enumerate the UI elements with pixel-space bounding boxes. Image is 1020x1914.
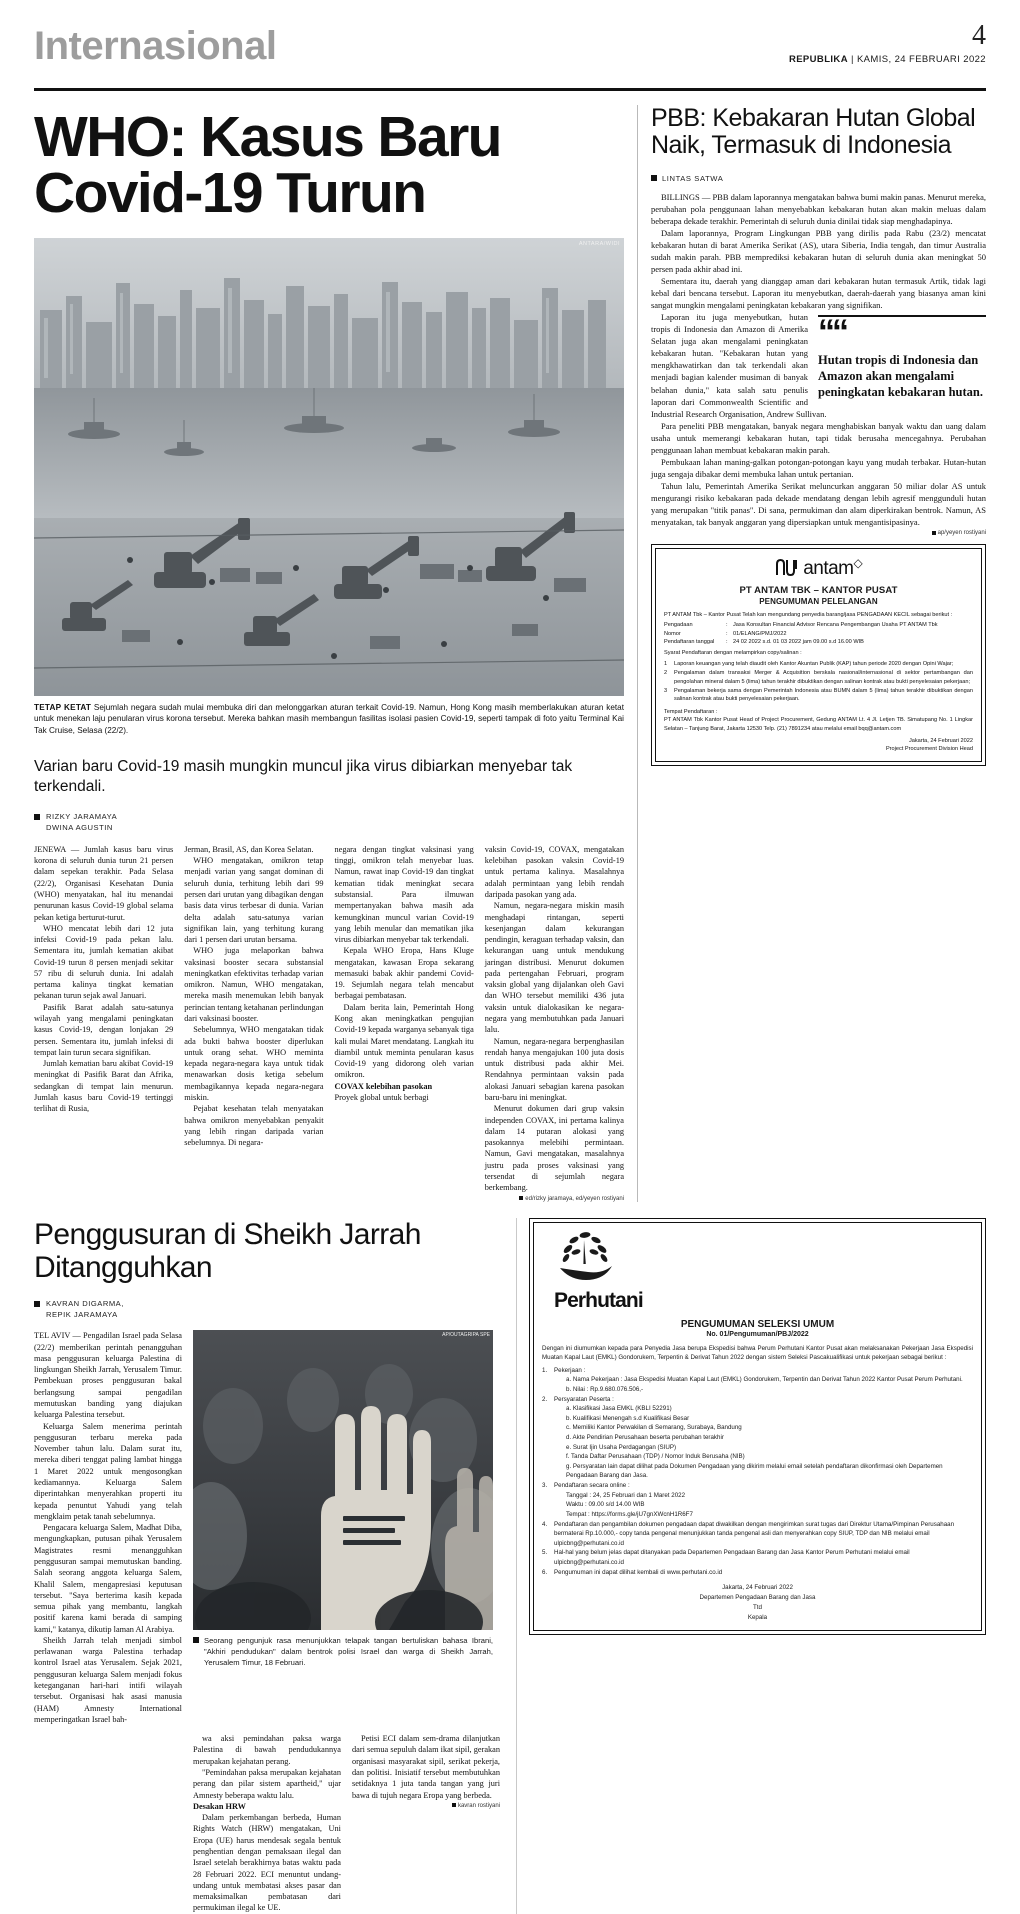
antam-ad-subtitle: PENGUMUMAN PELELANGAN [759, 596, 878, 606]
bottom-col-2 [193, 1733, 341, 1914]
list-sub-item: d. Akte Pendirian Perusahaan beserta perubahan terakhir [566, 1434, 724, 1442]
antam-registered-icon: ◇ [853, 556, 863, 571]
perhutani-logo-row [542, 1230, 973, 1313]
antam-tempat-title: Tempat Pendaftaran : [663, 708, 718, 715]
column-divider [637, 105, 638, 1202]
list-sub-item: b. Nilai : Rp.9.680.076.506,- [566, 1385, 644, 1393]
caption-lead-in: TETAP KETAT [34, 702, 92, 712]
antam-field-row: Pendaftaran tanggal : 24 02 2022 s.d. 01 03 2022 jam 09.00 s.d 16.00 WIB [664, 638, 973, 646]
paragraph: wa aksi pemindahan paksa warga Palestina di bawah pendudukannya merupakan kejahatan perang. [193, 1734, 341, 1766]
endmark-square-icon [452, 1803, 456, 1807]
paper-name: REPUBLIKA [788, 54, 848, 65]
lead-body-columns [34, 844, 624, 1202]
paragraph: WHO juga melaporkan bahwa vaksinasi booster secara substansial meningkatkan efektivitas terhadap varian omikron. Namun, WHO mengatakan, mereka masih menemukan lebih banyak perincian tentang ketahanan perlindungan dari vaksinasi booster. [184, 946, 324, 1024]
field-value: 24 02 2022 s.d. 01 03 2022 jam 09.00 s.d 16.00 WIB [732, 639, 864, 646]
byline-names [46, 1298, 124, 1321]
list-item: 5. Hal-hal yang belum jelas dapat ditanyakan pada Departemen Pengadaan Barang dan Jasa Kantor Perum Perhutani melalui email ulpicbng@perhutani.co.id [542, 1549, 910, 1566]
tagline-square-icon [651, 175, 657, 181]
harbour-construction-photo [34, 238, 624, 696]
tagline-text: LINTAS SATWA [661, 173, 724, 183]
lead-endmark [485, 1196, 624, 1202]
antam-advertisement [651, 544, 986, 765]
paragraph: Jerman, Brasil, AS, dan Korea Selatan. [184, 844, 314, 854]
perhutani-ad-subtitle: No. 01/Pengumuman/PBJ/2022 [706, 1330, 809, 1338]
caption-body: Sejumlah negara sudah mulai membuka diri dan melonggarkan aturan terkait Covid-19. Namun, Hong Kong masih memberlakukan aturan ketat untuk menekan laju penularan virus korona tersebut. Mereka bahkan masih membangun fasilitas isolasi pasien Covid-19, seperti tampak di foto yaitu Terminal Kai Tak Cruise, Selasa (22/2). [34, 702, 624, 736]
lead-paragraph: Varian baru Covid-19 masih mungkin muncul jika virus dibiarkan menyebar tak terkendali. [34, 757, 573, 795]
paragraph: WHO mengatakan, omikron tetap menjadi varian yang sangat dominan di seluruh dunia, terhitung lebih dari 99 persen dari urutan yang dibagikan dengan basis data virus terbesar di dunia. Varian delta adalah satu-satunya varian signifikan lain, yang terhitung kurang dari 1 persen dari urutan bersama. [184, 856, 324, 945]
field-key: Nomor [663, 630, 681, 637]
list-item: 3. Pendaftaran secara online : [542, 1482, 630, 1490]
paragraph: Jumlah kematian baru akibat Covid-19 meningkat di Pasifik Barat dan Afrika, sedangkan di tempat lain menurun. Jumlah kasus baru Covid-19 tertinggi terlihat di Rusia, [34, 1059, 174, 1114]
list-sub-item: e. Surat Ijin Usaha Perdagangan (SIUP) [566, 1443, 677, 1451]
antam-ad-title: PT ANTAM TBK – KANTOR PUSAT [739, 584, 898, 596]
masthead-meta [789, 54, 986, 65]
list-sub-item: f. Tanda Daftar Perusahaan (TDP) / Nomor Induk Berusaha (NIB) [566, 1453, 745, 1461]
list-sub-item: Tempat : https://forms.gle/jU7gnXWcnH1R6F7 [566, 1510, 693, 1518]
antam-field-row: Pengadaan : Jasa Konsultan Financial Advisor Rencana Pengembangan Usaha PT ANTAM Tbk [664, 621, 973, 629]
masthead-right [789, 22, 986, 65]
antam-signature [664, 737, 973, 754]
section-title: Internasional [34, 24, 277, 68]
paragraph: negara dengan tingkat vaksinasi yang tinggi, omikron telah menyebar luas. Namun, rawat inap Covid-19 dan tingkat kematian tidak meningkat secara substansial. Para ilmuwan mempertanyakan bahwa masih ada kemungkinan muncul varian Covid-19 yang lebih menular dan mematikan jika virus dibiarkan menyebar tak terkendali. [334, 844, 474, 945]
perhutani-ad-intro: Dengan ini diumumkan kepada para Penyedia Jasa berupa Ekspedisi bahwa Perum Perhutani Kantor Pusat akan melaksanakan Pekerjaan Jasa Ekspedisi Muatan Kapal Laut (EMKL) Gondorukem, Terpentin & Derivat Tahun 2022 dengan sistem Seleksi Pascakualifikasi untuk pekerjaan sebagai berikut : [542, 1344, 973, 1362]
paragraph: vaksin Covid-19, COVAX, mengatakan kelebihan pasokan vaksin Covid-19 untuk pertama kalinya. Masalahnya adalah permintaan yang lebih rendah daripada pasokan yang ada. [484, 844, 624, 899]
byline-names [46, 811, 117, 834]
paragraph: Pejabat kesehatan telah menyatakan bahwa omikron menyebabkan penyakit yang lebih ringan daripada varian sebelumnya. Di negara- [184, 1104, 324, 1148]
sign-city: Jakarta, 24 Februari 2022 [722, 1584, 793, 1592]
list-sub-item: Waktu : 09.00 s/d 14.00 WIB [566, 1501, 645, 1509]
endmark-text: ap/yeyen rostiyani [937, 530, 986, 537]
bottom-columns-continued [34, 1733, 504, 1914]
antam-sign-city: Jakarta, 24 Februari 2022 [908, 737, 973, 744]
field-value: Jasa Konsultan Financial Advisor Rencana Pengembangan Usaha PT ANTAM Tbk [732, 622, 938, 629]
antam-sign-title: Project Procurement Division Head [885, 746, 973, 753]
bottom-photo-caption [193, 1635, 493, 1668]
lead-headline: WHO: Kasus Baru Covid-19 Turun [34, 105, 501, 226]
perhutani-ad-box [529, 1218, 986, 1635]
byline-name-1: KAVRAN DIGARMA, [46, 1298, 124, 1308]
side-column [651, 105, 986, 1202]
field-value: 01/ELANG/PMJ/2022 [732, 630, 787, 637]
perhutani-wordmark: Perhutani [554, 1288, 643, 1312]
perhutani-advertisement [529, 1218, 986, 1914]
antam-ad-body [664, 611, 973, 754]
list-item: 1. Pekerjaan : [542, 1366, 586, 1374]
paragraph: Tahun lalu, Pemerintah Amerika Serikat meluncurkan anggaran 50 miliar dolar AS untuk mengurangi risiko kebakaran pada dekade mendatang dengan lebih agresif menggunduli hutan yang merupakan "titik panas". Di sana, permukiman dan alam diperkirakan bentrok. Namun, AS menyatakan, tak banyak anggaran yang dipersiapkan untuk mengantisipasinya. [650, 481, 986, 528]
field-key: Pendaftaran tanggal [663, 639, 715, 646]
list-item: 1 Laporan keuangan yang telah diaudit oleh Kantor Akuntan Publik (KAP) tahun periode 2020 dengan Opini Wajar; [663, 660, 954, 667]
antam-tempat-address: PT ANTAM Tbk Kantor Pusat Head of Project Procurement, Gedung ANTAM Lt. 4 Jl. Letjen TB. Simatupang No. 1 Lingkar Selatan – Tanjung Barat, Jakarta 12530 Telp. (21) 7891234 atau melalui email bqq@antam.com [663, 717, 973, 732]
endmark-text: kavran rostiyani [457, 1802, 500, 1809]
paragraph: "Pemindahan paksa merupakan kejahatan perang dan pilar sistem apartheid," ujar Amnesty beberapa waktu lalu. [193, 1768, 341, 1800]
list-item: 4. Pendaftaran dan pengambilan dokumen pengadaan dapat diwakilkan dengan mengirimkan surat tugas dari Direktur Utama/Pimpinan Perusahaan bermaterai Rp.10.000,- copy tanda pengenal menunjukkan tanda pengenal asli dan menyerahkan copy SIUP, TDP dan NIB melalui email ulpicbng@perhutani.co.id [542, 1520, 955, 1547]
antam-mountain-icon [774, 557, 800, 577]
perhutani-ad-title: PENGUMUMAN SELEKSI UMUM [680, 1318, 835, 1330]
bottom-headline: Penggusuran di Sheikh Jarrah Ditangguhkan [34, 1217, 421, 1284]
masthead-separator: | [851, 54, 854, 65]
lower-divider [516, 1218, 517, 1914]
list-item: 3 Pengalaman bekerja sama dengan Pemerintah Indonesia atau BUMN dalam 5 (lima) tahun terakhir dibuktikan dengan salinan kontrak atau bukti penyelesaian pekerjaan. [663, 687, 973, 703]
byline-name-2: REPIK JARAMAYA [46, 1309, 118, 1319]
paragraph: Laporan itu juga menyebutkan, hutan tropis di Indonesia dan Amazon di Amerika Selatan juga akan mengalami peningkatan kebakaran hutan. "Kebakaran hutan yang mengkhawatirkan dan tak terkendali akan menjadi bagian kalender musiman di banyak belahan dunia," kata salah satu penulis laporan dari Commonwealth Scientific and Industrial Research Organisation, Andrew Sullivan. [650, 312, 827, 419]
paragraph: Dalam laporannya, Program Lingkungan PBB yang dirilis pada Rabu (23/2) mencatat kebakaran hutan di barat Amerika Serikat (AS), utara Siberia, India tengah, dan timur Australia sudah makin parah. PBB memprediksi kebakaran hutan di seluruh dunia akan meningkat 50 persen pada akhir abad ini. [650, 227, 986, 274]
caption-square-icon [193, 1637, 199, 1643]
page-number: 4 [972, 20, 986, 51]
list-item: 2 Pengalaman dalam transaksi Merger & Acquisition berskala nasional/internasional di sektor pertambangan dan pengolahan mineral dalam 5 (lima) tahun terakhir dibuktikan dengan salinan kontrak atau bukti penyelesaian pekerjaan; [663, 670, 973, 685]
antam-syarat-list [664, 660, 973, 704]
subhead: COVAX kelebihan pasokan [334, 1081, 433, 1091]
endmark-text: ed/rizky jaramaya, ed/yeyen rostiyani [525, 1195, 624, 1202]
paragraph: Kepala WHO Eropa, Hans Kluge mengatakan, kawasan Eropa sekarang memasuki babak akhir pandemi Covid-19. Sejumlah negara telah mencabut berbagai pembatasan. [334, 946, 474, 1001]
paragraph: Sementara itu, daerah yang dianggap aman dari kebakaran hutan termasuk Artik, tidak lagi kebal dari bencana tersebut. Laporan itu menyebutkan, daerah-daerah yang biasanya aman kini sangat mungkin mengalami peningkatan kebakaran yang signifikan. [650, 275, 986, 311]
sign-ttd: Ttd [753, 1604, 762, 1612]
paragraph: BILLINGS — PBB dalam laporannya mengatakan bahwa bumi makin panas. Menurut mereka, perubahan pola penggunaan lahan menyebabkan kebakaran hutan akan makin meluas dalam beberapa dekade terakhir. Pemerintah di seluruh dunia dinilai tidak siap menghadapinya. [650, 191, 987, 226]
quote-mark-icon: ““ [818, 313, 846, 352]
side-endmark [651, 530, 986, 536]
paragraph: Para peneliti PBB mengatakan, banyak negara menghabiskan banyak waktu dan uang dalam usaha untuk memerangi kebakaran hutan, tapi tidak berusaha mencegahnya. Perubahan penggunaan lahan membuat kebakaran makin parah. [650, 420, 986, 455]
paragraph: Keluarga Salem menerima perintah penggusuran terbaru mereka pada November tahun lalu. Dalam surat itu, mereka diberi tenggat paling lambat hingga 1 Maret 2022 untuk mengosongkan kediamannya. Keluarga Salem diperintahkan menyerahkan properti itu kepada penuntut Yahudi yang telah mengklaim petak tanah sebelumnya. [34, 1421, 182, 1521]
lead-photo-caption [34, 702, 624, 737]
bottom-endmark [352, 1803, 500, 1809]
lead-col-2 [184, 844, 323, 1202]
lead-col-3 [335, 844, 474, 1202]
paragraph: Pembukaan lahan maning-galkan potongan-potongan kayu yang mudah terbakar. Hutan-hutan juga sengaja dibakar demi membuka lahan untuk pertanian. [650, 456, 986, 479]
antam-syarat-title: Syarat Pendaftaran dengan melampirkan copy/salinan : [663, 650, 802, 657]
subhead: Desakan HRW [193, 1801, 246, 1811]
bottom-photo [193, 1330, 493, 1630]
paragraph: Pengacara keluarga Salem, Madhat Diba, mengungkapkan, putusan pihak Yerusalem Magistrates resmi menangguhkan penggusuran sampai memutuskan banding. Salah seorang anggota keluarga Salem, Khalil Salem, mengapresiasi keputusan tersebut. "Saya berterima kasih kepada semua pihak yang membantu, langkah positif karena kami berada di samping kami," katanya, dikutip laman Al Arabiya. [34, 1523, 182, 1634]
protester-palm-photo [193, 1330, 493, 1630]
bottom-photo-block [193, 1330, 493, 1725]
paragraph: Pasifik Barat adalah satu-satunya wilayah yang mengalami peningkatan kasus Covid-19, dengan lonjakan 29 persen. Sementara itu, jumlah infeksi di tempat lain turun secara signifikan. [34, 1002, 174, 1057]
list-sub-item: a. Nama Pekerjaan : Jasa Ekspedisi Muatan Kapal Laut (EMKL) Gondorukem, Terpentin dan Derivat Tahun 2022 Kantor Pusat Perum Perhutani. [566, 1376, 963, 1384]
paragraph: Dalam berita lain, Pemerintah Hong Kong akan meningkatkan pengujian Covid-19 kepada warganya sebanyak tiga kali mulai Maret mendatang. Langkah itu diambil untuk meminta penularan kasus Covid-19 yang didorong oleh varian omikron. [334, 1002, 474, 1080]
byline-square-icon [34, 814, 40, 820]
byline-name-1: RIZKY JARAMAYA [46, 812, 118, 822]
antam-logo-icon [774, 557, 800, 582]
lead-col-4 [485, 844, 624, 1202]
antam-logo-row [664, 556, 973, 582]
list-sub-item: c. Memiliki Kantor Perwakilan di Semarang, Surabaya, Bandung [566, 1424, 742, 1432]
paragraph: Namun, negara-negara miskin masih menghadapi rintangan, seperti kesenjangan dalam kekurangan pendingin, keraguan terhadap vaksin, dan kekurangan uang untuk mendukung jaringan distribusi. Menurut dokumen pada pertengahan Februari, program vaksin global yang dijalankan oleh Gavi dan WHO tersebut memiliki 436 juta vaksin untuk dialokasikan ke negara-negara yang membutuhkan pada Januari lalu. [484, 901, 624, 1035]
quote-text: Hutan tropis di Indonesia dan Amazon akan mengalami peningkatan kebakaran hutan. [818, 353, 983, 399]
bottom-col-1 [34, 1330, 182, 1725]
antam-ad-intro: PT ANTAM Tbk – Kantor Pusat Telah kan mengundang penyedia barang/jasa PENGADAAN KECIL sebagai berikut : [663, 611, 953, 618]
field-key: Pengadaan [663, 622, 693, 629]
sign-dept: Departemen Pengadaan Barang dan Jasa [699, 1594, 816, 1602]
paragraph: Namun, negara-negara berpenghasilan rendah hanya mengajukan 100 juta dosis untuk distribusi pada akhir Mei. Rendahnya permintaan vaksin pada alokasi Januari sebagian karena pasokan baru-baru ini meningkat. [484, 1036, 624, 1103]
caption-text: Seorang pengunjuk rasa menunjukkan telapak tangan bertuliskan bahasa Ibrani, "Akhiri pendudukan" dalam bentrok polisi Israel dan warga di Sheikh Jarrah, Yerusalem Timur, 18 Februari. [204, 1636, 493, 1668]
main-grid [34, 105, 986, 1202]
list-sub-item: g. Persyaratan lain dapat dilihat pada Dokumen Pengadaan yang dikirim melalui email setelah pendaftaran dikonfirmasi oleh Departemen Pengadaan Barang dan Jasa. [566, 1462, 943, 1480]
lead-col-1 [34, 844, 173, 1202]
antam-tempat [664, 708, 973, 733]
antam-wordmark: antam [803, 558, 854, 580]
perhutani-items [542, 1366, 973, 1577]
lead-article [34, 105, 624, 1202]
sign-kepala: Kepala [747, 1613, 768, 1621]
bottom-columns [34, 1330, 504, 1725]
byline-name-2: DWINA AGUSTIN [46, 823, 113, 833]
paragraph: Sheikh Jarrah telah menjadi simbol perlawanan warga Palestina terhadap kontrol Israel atas Yerusalem. Sejak 2021, penggusuran keluarga Salem menjadi fokus keteganganan hari-hari intifi wilayah tersebut. Organisasi hak asasi manusia (HAM) Amnesty International memperingatkan Israel bah- [34, 1635, 182, 1724]
bottom-col-1b [34, 1733, 182, 1914]
side-tagline [651, 174, 986, 183]
list-sub-item: Tanggal : 24, 25 Februari dan 1 Maret 2022 [566, 1491, 686, 1499]
list-item: 6. Pengumuman ini dapat dilihat kembali di www.perhutani.co.id [542, 1568, 723, 1576]
list-item: 2. Persyaratan Peserta : [542, 1395, 614, 1403]
list-sub-item: b. Kualifikasi Menengah s.d Kualifikasi Besar [566, 1414, 690, 1422]
antam-ad-inner [655, 548, 982, 761]
bottom-article [34, 1218, 504, 1914]
masthead-rule [34, 88, 986, 91]
lead-byline [34, 811, 624, 834]
paragraph: Menurut dokumen dari grup vaksin independen COVAX, ini pertama kalinya dalam 14 putaran alokasi yang pasokannya melebihi permintaan. Namun, Gavi mengatakan, masalahnya justru pada proses vaksinasi yang tersendat di sejumlah negara berkembang. [484, 1104, 624, 1193]
byline-square-icon [34, 1301, 40, 1307]
pull-quote [818, 315, 986, 400]
paragraph: TEL AVIV — Pengadilan Israel pada Selasa (22/2) memberikan perintah penangguhan masa penggusuran keluarga Palestina di lingkungan Sheikh Jarrah, Yerusalem Timur. Pembekuan proses penggusuran bakal berlangsung sampai pengadilan memutuskan banding yang diajukan keluarga Palestina tersebut. [34, 1331, 182, 1420]
lead-photo-wrap [34, 238, 624, 696]
list-sub-item: a. Klasifikasi Jasa EMKL (KBLI 52291) [566, 1405, 672, 1413]
bottom-col-3 [352, 1733, 500, 1914]
bottom-byline [34, 1298, 504, 1321]
photo-credit: ANTARA/WIDI [578, 240, 620, 247]
masthead [34, 0, 986, 86]
paragraph: WHO mencatat lebih dari 12 juta infeksi Covid-19 pada pekan lalu. Sementara itu, jumlah kematian akibat Covid-19 turun 8 persen menjadi sekitar 57 ribu di seluruh dunia. Ini adalah pertama kalinya tingkat kematian pekanan turun sejak awal Januari. [34, 923, 174, 1001]
paragraph: Sebelumnya, WHO mengatakan tidak ada bukti bahwa booster diperlukan untuk orang sehat. WHO meminta kepada negara-negara kaya untuk tidak menawarkan dosis ketiga sebelum membagikannya kepada negara-negara miskin. [184, 1025, 324, 1103]
endmark-square-icon [932, 531, 936, 535]
perhutani-ad-inner [533, 1222, 982, 1631]
side-headline: PBB: Kebakaran Hutan Global Naik, Termasuk di Indonesia [650, 104, 976, 160]
paragraph: Proyek global untuk berbagi [334, 1093, 429, 1103]
lead-photo [34, 238, 624, 696]
lower-section [34, 1218, 986, 1914]
antam-field-row: Nomor : 01/ELANG/PMJ/2022 [664, 630, 973, 638]
paragraph: JENEWA — Jumlah kasus baru virus korona di seluruh dunia turun 21 persen dalam sepekan terakhir. Pada Selasa (22/2), Organisasi Kesehatan Dunia (WHO) menyatakan, hal itu menandai penurunan kasus Covid-19 global selama pekan ketiga berturut-turut. [34, 844, 174, 922]
issue-date: KAMIS, 24 FEBRUARI 2022 [856, 54, 986, 65]
side-body [651, 191, 986, 537]
paragraph: Petisi ECI dalam sem-drama dilanjutkan dari semua sepuluh dalam ikat sipil, gerakan organisasi masyarakat sipil, serikat pekerja, dan politisi. Inisiatif tersebut membutuhkan setidaknya 1 juta tanda tangan yang juri bawa di tujuh negara Eropa yang berbeda. [352, 1734, 500, 1800]
endmark-square-icon [519, 1196, 523, 1200]
perhutani-signature [542, 1583, 973, 1623]
bottom-photo-credit: AP/OUTAGRIPA SPE [442, 1332, 490, 1339]
perhutani-tree-hand-icon [554, 1230, 618, 1284]
paragraph: Dalam perkembangan berbeda, Human Rights Watch (HRW) mengatakan, Uni Eropa (UE) harus mendesak segala bentuk penghentian dengan pemaksaan ilegal dan Israel setelah berakhirnya batas waktu pada 28 Februari 2022. ECI menuntut undang-undang untuk membatasi akses pasar dan memaksimalkan pembatasan dari permukiman ilegal ke UE. [193, 1813, 341, 1913]
